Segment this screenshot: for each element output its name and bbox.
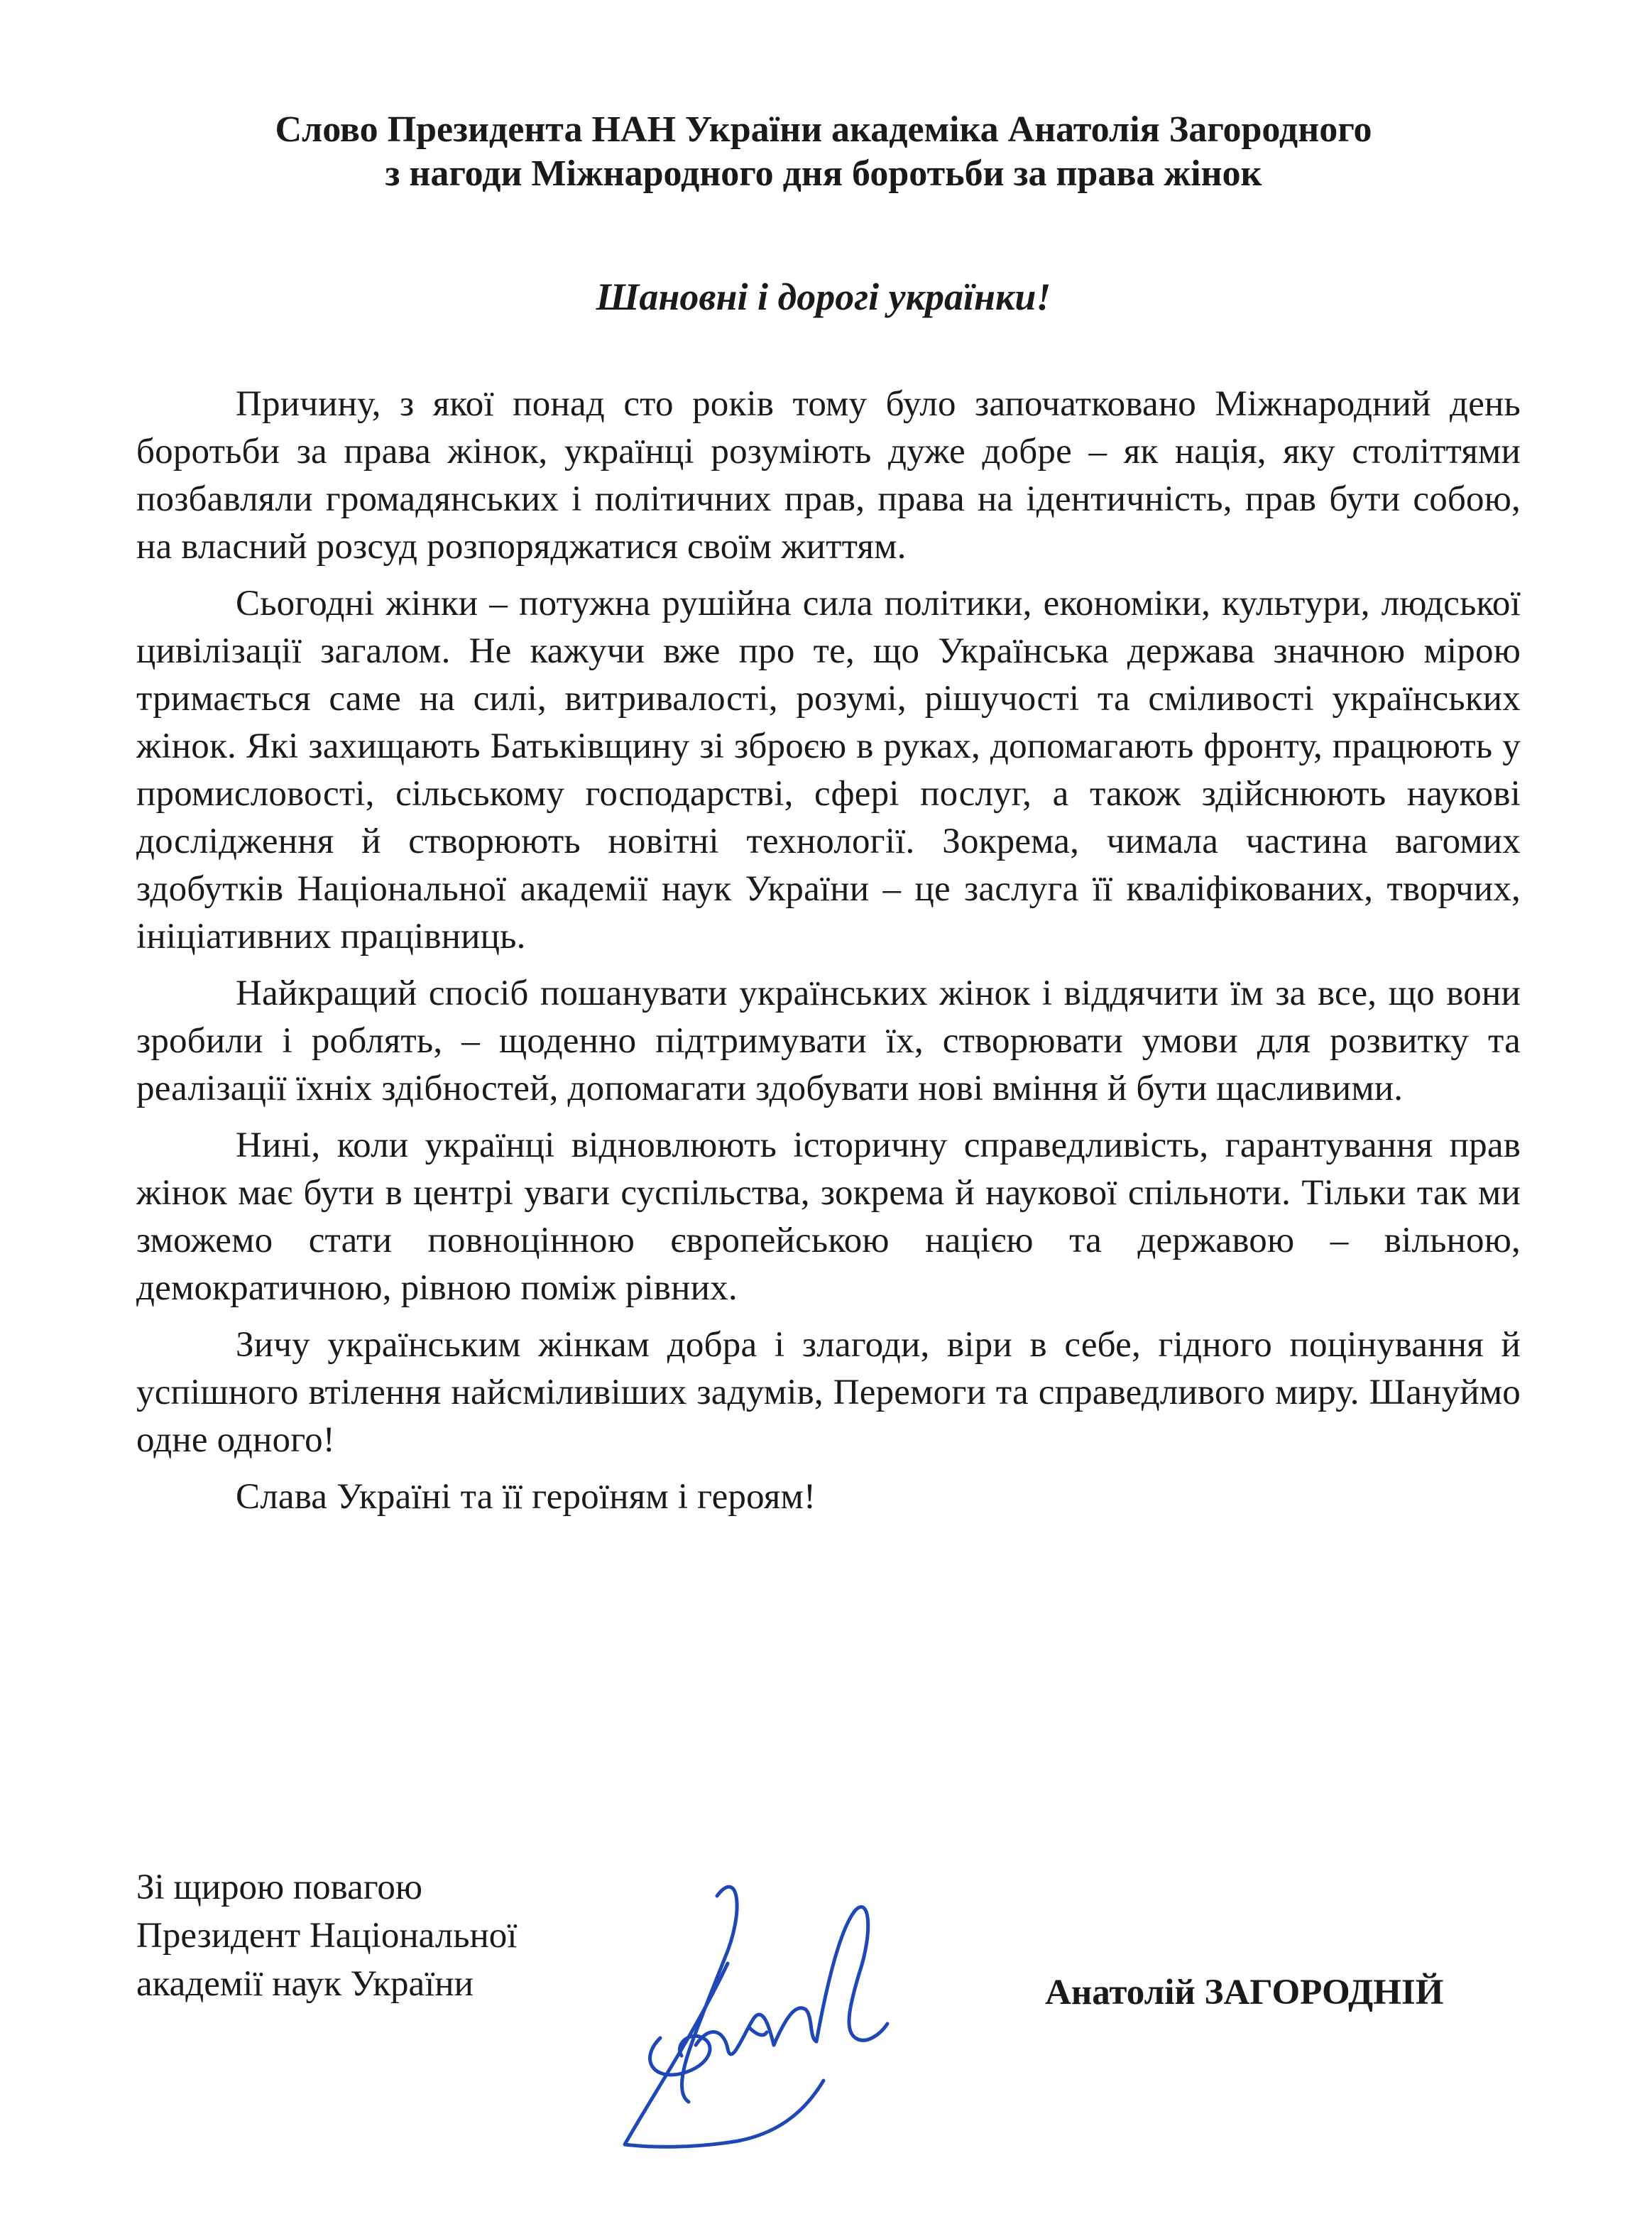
closing-block xyxy=(136,1863,517,2008)
closing-line-1: Зі щирою повагою xyxy=(136,1868,422,1907)
paragraph-5: Зичу українським жінкам добра і злагоди, віри в себе, гідного поцінування й успішного втілення найсміливіших задумів, Перемоги та справедливого миру. Шануймо одне одного! xyxy=(136,1325,1521,1460)
paragraph-1: Причину, з якої понад сто років тому було започатковано Міжнародний день боротьби за права жінок, українці розуміють дуже добре – як нація, яку століттями позбавляли громадянських і політичних прав, права на ідентичність, прав бути собою, на власний розсуд розпоряджатися своїм життям. xyxy=(136,384,1521,567)
paragraph-4: Нині, коли українці відновлюють історичну справедливість, гарантування прав жінок має бути в центрі уваги суспільства, зокрема й наукової спільноти. Тільки так ми зможемо стати повноцінною європейською нацією та державою – вільною, демократичною, рівною поміж рівних. xyxy=(136,1125,1521,1308)
signatory-name: Анатолій ЗАГОРОДНІЙ xyxy=(1045,1973,1444,2012)
paragraph-2: Сьогодні жінки – потужна рушійна сила політики, економіки, культури, людської цивілізації загалом. Не кажучи вже про те, що Українська держава значною мірою тримається саме на силі, витривалості, розумі, рішучості та сміливості українських жінок. Які захищають Батьківщину зі зброєю в руках, допомагають фронту, працюють у промисловості, сільському господарстві, сфері послуг, а також здійснюють наукові дослідження й створюють новітні технології. Зокрема, чимала частина вагомих здобутків Національної академії наук України – це заслуга її кваліфікованих, творчих, ініціативних працівниць. xyxy=(136,584,1521,956)
letter-body xyxy=(136,381,1521,1530)
title-line-2: з нагоди Міжнародного дня боротьби за права жінок xyxy=(385,153,1262,194)
paragraph-6: Слава Україні та її героїням і героям! xyxy=(236,1477,816,1517)
paragraph-3: Найкращий спосіб пошанувати українських жінок і віддячити їм за все, що вони зробили і роблять, – щоденно підтримувати їх, створювати умови для розвитку та реалізації їхніх здібностей, допомагати здобувати нові вміння й бути щасливими. xyxy=(136,974,1521,1108)
closing-line-3: академії наук України xyxy=(136,1964,474,2004)
closing-line-2: Президент Національної xyxy=(136,1916,518,1956)
salutation: Шановні і дорогі українки! xyxy=(596,276,1051,318)
letter-title xyxy=(128,108,1519,196)
handwritten-signature xyxy=(611,1868,923,2166)
title-line-1: Слово Президента НАН України академіка Анатолія Загородного xyxy=(275,109,1372,150)
